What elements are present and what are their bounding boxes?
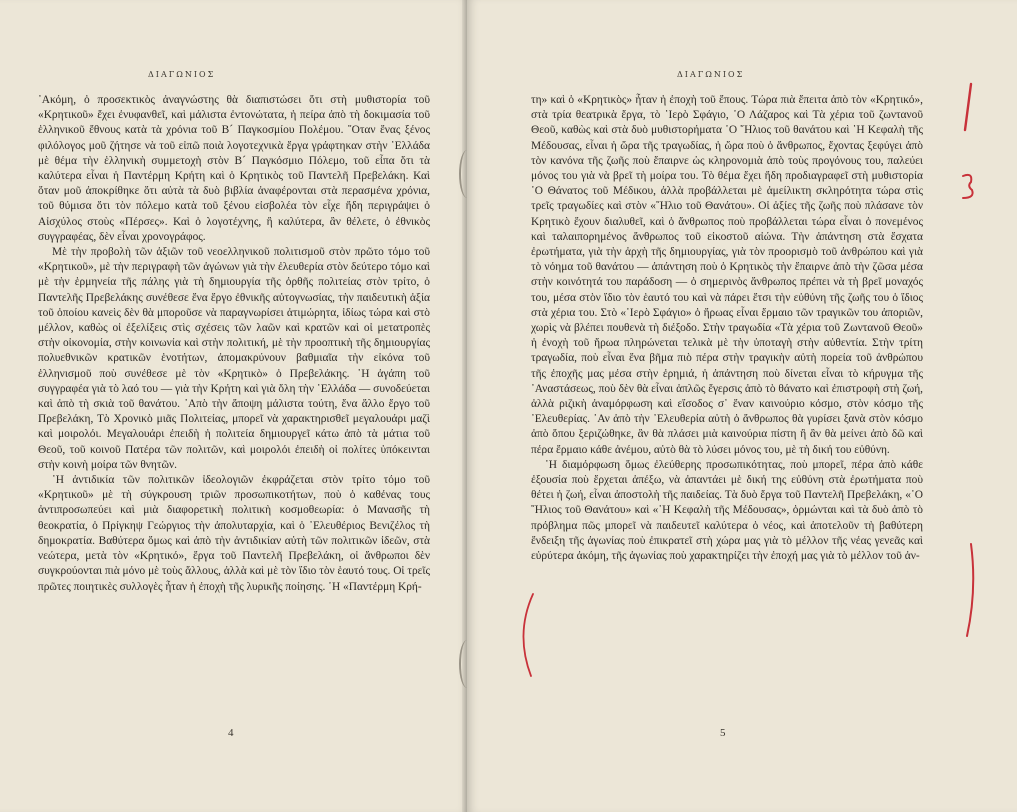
margin-bracket-mark bbox=[963, 540, 993, 640]
right-page bbox=[467, 0, 1017, 812]
running-head-right: ΔΙΑΓΩΝΙΟΣ bbox=[677, 70, 745, 79]
page-number-right: 5 bbox=[720, 727, 726, 739]
page-number-left: 4 bbox=[228, 727, 234, 739]
paragraph: ῾Η διαμόρφωση ὅμως ἐλεύθερης προσωπικότητας, ποὺ μπορεῖ, πέρα ἀπὸ κάθε ἐξουσία ποὺ ἔρχεται ἀπέξω, νὰ ἀπαντάει μὲ δική της εὐθύνη στὰ ἐρωτήματα ποὺ θέτει ἡ ζωή, εἶναι ἀποστολὴ τῆς παιδείας. Τὰ δυὸ ἔργα τοῦ Παντελῆ Πρεβελάκη, «῾Ο ῞Ηλιος τοῦ Θανάτου» καὶ «῾Η Κεφαλὴ τῆς Μέδουσας», ὁρμώνται καὶ τὰ δυὸ ἀπὸ τὸ πρόβλημα πῶς μπορεῖ νὰ παιδευτεῖ καλύτερα ὁ νέος, καὶ ἀποτελοῦν τὴ βαθύτερη ἔνδειξη τῆς ἀγωνίας ποὺ ἐπικρατεῖ στὴ χώρα μας γιὰ τὸ μέλλον τῆς νέας γενεᾶς καὶ εὐρύτερα ἀκόμη, τῆς ἀγωνίας ποὺ χαρακτηρίζει τὴν ἐποχή μας γιὰ τὸ μέλλον τοῦ ἀν- bbox=[531, 458, 923, 563]
paragraph: ῾Η ἀντιδικία τῶν πολιτικῶν ἰδεολογιῶν ἐκφράζεται στὸν τρίτο τόμο τοῦ «Κρητικοῦ» μὲ τὴ σύγκρουση τριῶν προσωπικοτήτων, ποὺ ὁ καθένας τους ἀντιπροσωπεύει καὶ μιὰ διαφορετικὴ πολιτικὴ κοσμοθεωρία: ὁ Μανασῆς τὴ θεοκρατία, ὁ Πρίγκηψ Γεώργιος τὴν ἀπολυταρχία, καὶ ὁ ᾿Ελευθέριος Βενιζέλος τὴ δημοκρατία. Βαθύτερα ὅμως καὶ ἀπὸ τὴν ἀντιδικίαν αὐτὴ τῶν πολιτικῶν ἰδεῶν, στὰ νεώτερα, μετὰ τὸν «Κρητικό», ἔργα τοῦ Παντελῆ Πρεβελάκη, οἱ ἄνθρωποι δὲν συγκρούονται πιὰ μόνο μὲ τοὺς ἄλλους, ἀλλὰ καὶ μὲ τὸν ἴδιο τὸν ἑαυτό τους. Οἱ τρεῖς πρῶτες ποιητικὲς συλλογὲς ἦταν ἡ ἐποχὴ τῆς λυρικῆς ποίησης. ῾Η «Παντέρμη Κρή- bbox=[38, 474, 430, 593]
paragraph: Μὲ τὴν προβολὴ τῶν ἀξιῶν τοῦ νεοελληνικοῦ πολιτισμοῦ στὸν πρῶτο τόμο τοῦ «Κρητικοῦ», μὲ τὴν περιγραφὴ τῶν ἀγώνων γιὰ τὴν ἐλευθερία στὸν δεύτερο τόμο καὶ μὲ τὴν ἑρμηνεία τῆς πάλης γιὰ τὴ δημιουργία τῆς ὀρθῆς πολιτείας στὸν τρίτο, ὁ Παντελῆς Πρεβελάκης συνέθεσε ἕνα ἔργο ἐθνικῆς αὐτογνωσίας, τὴν παιδευτικὴ ἀξία τοῦ ὁποίου κανεὶς δὲν θὰ μποροῦσε νὰ παραγνωρίσει ἀτιμώρητα, ἰδίως τώρα καὶ στὸ μέλλον, καθὼς οἱ ἐξελίξεις στὶς σχέσεις τῶν λαῶν καὶ κρατῶν καὶ οἱ μετατροπὲς στὴν οἰκονομία, στὴν κοινωνία καὶ στὴν πολιτική, μὲ τὴν προοπτικὴ τῆς δημιουργίας πολυεθνικῶν κρατικῶν ἑνοτήτων, ἀπομακρύνουν βαθμιαῖα τὴν εἰκόνα τοῦ ἑλληνισμοῦ ποὺ συνέθεσε μὲ τὸν «Κρητικὸ» ὁ Πρεβελάκης. ῾Η ἀγάπη τοῦ συγγραφέα γιὰ τὸ λαό του — γιὰ τὴν Κρήτη καὶ γιὰ ὅλη τὴν ῾Ελλάδα — συνοδεύεται καὶ ἀπὸ τὴ σκιὰ τοῦ θανάτου. ᾿Απὸ τὴν ἄποψη μάλιστα τούτη, ἕνα ἄλλο ἔργο τοῦ Πρεβελάκη, Τὸ Χρονικὸ μιᾶς Πολιτείας, μπορεῖ νὰ χαρακτηρισθεῖ μεγαλουάρι μαζὶ καὶ μοιρολόι. Μεγαλουάρι ἐπειδὴ ἡ πολιτεία δημιουργεῖ κάτω ἀπὸ τὰ μάτια τοῦ Θεοῦ, τοῦ κοινοῦ Πατέρα τῶν πολιτῶν, καὶ μοιρολόι ἐπειδὴ οἱ πολίτες ὑπόκεινται στὴν κοινὴ μοίρα τῶν θνητῶν. bbox=[38, 246, 430, 471]
paragraph: τη» καὶ ὁ «Κρητικὸς» ἦταν ἡ ἐποχὴ τοῦ ἔπους. Τώρα πιὰ ἔπειτα ἀπὸ τὸν «Κρητικό», στὰ τρία θεατρικὰ ἔργα, τὸ ῾Ιερὸ Σφάγιο, ῾Ο Λάζαρος καὶ Τὰ χέρια τοῦ ζωντανοῦ Θεοῦ, καθὼς καὶ στὰ δυὸ μυθιστορήματα ῾Ο ῞Ηλιος τοῦ θανάτου καὶ ῾Η Κεφαλὴ τῆς Μέδουσας, εἶναι ἡ ὥρα τῆς τραγωδίας, ἡ ὥρα ποὺ ὁ ἄνθρωπος, ἔχοντας ξεφύγει ἀπὸ τὸν κανόνα τῆς ζωῆς ποὺ ἔπαιρνε ὡς κληρονομιὰ ἀπὸ τοὺς προγόνους του, παλεύει μόνος του γιὰ νὰ βρεῖ τὴ μοίρα του. Τὸ θέμα ἔχει ἤδη προδιαγραφεῖ στὴ μυθιστορία ῾Ο Θάνατος τοῦ Μέδικου, ἀλλὰ προβάλλεται μὲ ἀμείλικτη σκληρότητα τώρα στὶς τρεῖς τραγωδίες καὶ στὸν «῞Ηλιο τοῦ Θανάτου». Οἱ ἀξίες τῆς ζωῆς ποὺ πλάσανε τὸν Κρητικὸ ἔχουν διαλυθεῖ, καὶ ὁ ἄνθρωπος ποὺ προβάλλεται τώρα εἶναι ὁ πονεμένος καὶ ταλαιπορημένος ἄνθρωπος τοῦ εἰκοστοῦ αἰώνα. Τὴν ἀπάντηση στὰ ἔσχατα ἐρωτήματα, γιὰ τὴν ἀρχὴ τῆς δημιουργίας, γιὰ τὸν προορισμὸ τοῦ ἀνθρώπου καὶ γιὰ τὸ νόημα τοῦ θανάτου — ἀπάντηση ποὺ ὁ Κρητικὸς τὴν ἔπαιρνε ἀπὸ τὴν ζῶσα μέσα στὴν κοινότητά του παράδοση — ὁ σημερινὸς ἄνθρωπος πρέπει νὰ τὴ βρεῖ μοναχός του, μέσα στὸν ἴδιο τὸν ἑαυτό του καὶ νὰ πάρει ἔτσι τὴν εὐθύνη τῆς ζωῆς του ὁ ἴδιος στὰ χέρια του. Στὸ «῾Ιερὸ Σφάγιο» ὁ ἥρωας εἶναι ἔρμαιο τῶν τραγικῶν του ἀποριῶν, χωρὶς νὰ βλέπει πουθενὰ τὴ διέξοδο. Στὴν τραγωδία «Τὰ χέρια τοῦ Ζωντανοῦ Θεοῦ» ἡ ἐνοχὴ τοῦ ἥρωα πληρώνεται τελικὰ μὲ τὴν ὑποταγὴ στὴν αὐθεντία. Στὴν τρίτη τραγωδία, ποὺ εἶναι ἕνα βῆμα πιὸ πέρα στὴν τραγικὴν αὐτὴ πορεία τοῦ ἀνθρώπου τῆς ἐποχῆς μας μέσα στὴν ἐρημιά, ἡ ἀπάντηση ποὺ δίνεται εἶναι τὸ κήρυγμα τῆς ᾿Αναστάσεως, ποὺ δὲν θὰ εἶναι ἁπλῶς ἔγερσις ἀπὸ τὸ θάνατο καὶ ἐπιστροφὴ στὴ ζωή, ἀλλὰ ριζικὴ ἀναμόρφωση καὶ εἴσοδος σ᾿ ἕναν καινούριο κόσμο, στὸν κόσμο τῆς ᾿Ελευθερίας. ᾿Αν ἀπὸ τὴν ᾿Ελευθερία αὐτὴ ὁ ἄνθρωπος θὰ γυρίσει ξανὰ στὸν κόσμο ἀπὸ ὅπου ξεριζώθηκε, ἂν θὰ πλάσει μιὰ καινούρια πίστη ἢ ἂν θὰ μείνει ἀπὸ δῶ καὶ πέρα ἔρμαιο κάθε ἀνέμου, αὐτὸ θὰ τὸ λύσει μόνος του, μὲ τὴ δική του εὐθύνη. bbox=[531, 94, 923, 456]
left-page-body bbox=[38, 93, 430, 595]
margin-slash-mark bbox=[957, 80, 987, 140]
margin-numeral-mark bbox=[955, 168, 985, 208]
running-head-left: ΔΙΑΓΩΝΙΟΣ bbox=[148, 70, 216, 79]
right-page-body bbox=[531, 93, 923, 564]
left-page bbox=[0, 0, 467, 812]
paragraph: ᾿Ακόμη, ὁ προσεκτικὸς ἀναγνώστης θὰ διαπιστώσει ὅτι στὴ μυθιστορία τοῦ «Κρητικοῦ» ἔχει ἐνυφανθεῖ, καὶ μάλιστα ἐντονώτατα, ἡ πείρα ἀπὸ τὴ δοκιμασία τοῦ ἑλληνικοῦ ἔθνους κατὰ τὰ χρόνια τοῦ Β´ Παγκοσμίου Πολέμου. ῞Οταν ἕνας ξένος φιλόλογος μοῦ ζήτησε νὰ τοῦ εἰπῶ ποιὰ λογοτεχνικὰ ἔργα γράφτηκαν στὴν ῾Ελλάδα μὲ θέμα τὴν ἑλληνικὴ συμμετοχὴ στὸν Β´ Παγκόσμιο Πόλεμο, τοῦ εἶπα ὅτι τὰ καλύτερα εἶναι ἡ Παντέρμη Κρήτη καὶ ὁ Κρητικὸς τοῦ Παντελῆ Πρεβελάκη. Καὶ ὅταν μοῦ ἀποκρίθηκε ὅτι αὐτὰ τὰ δυὸ βιβλία ἀναφέρονται στὰ περασμένα χρόνια, τοῦ θύμισα ὅτι τὸν πόλεμο κατὰ τοῦ ξένου εἰσβολέα τὸν εἶχε ἤδη περιγράψει ὁ Αἰσχύλος στοὺς «Πέρσες». Καὶ ὁ λογοτέχνης, ἢ καλύτερα, ἂν θέλετε, ὁ ἐθνικὸς συγγραφέας, δὲν εἶναι χρονογράφος. bbox=[38, 94, 430, 243]
margin-left-bracket-mark bbox=[511, 590, 541, 680]
